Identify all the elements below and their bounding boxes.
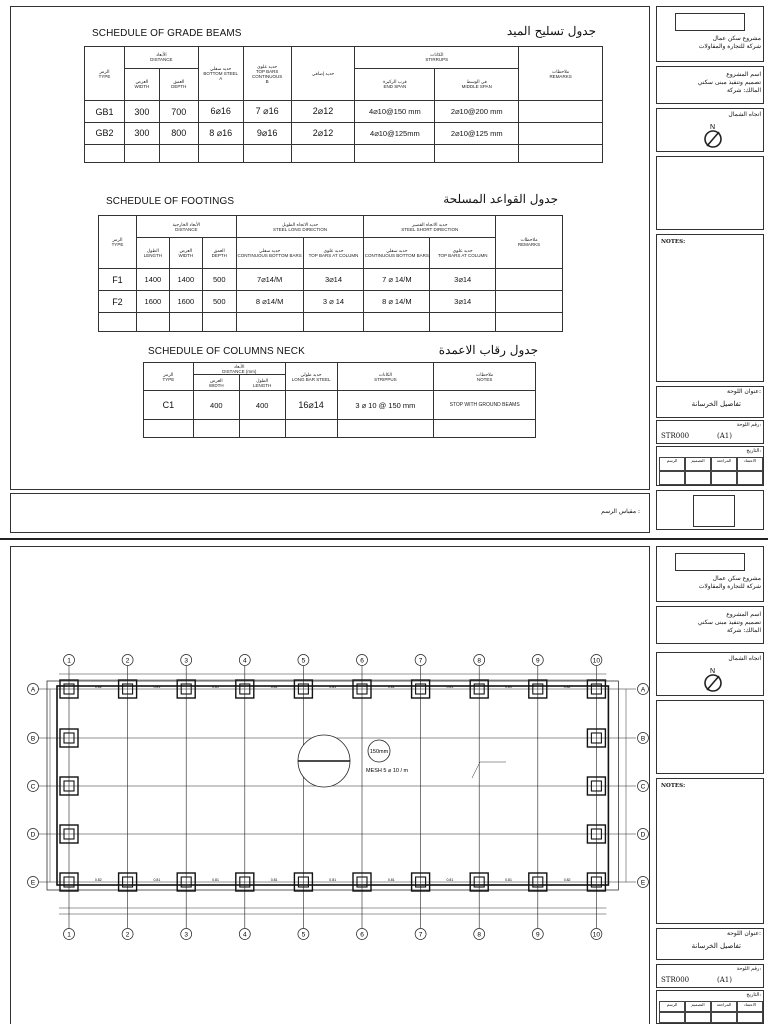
blank-block xyxy=(656,156,764,230)
grade-beams-arabic-title: جدول تسليح الميد xyxy=(506,24,596,38)
span-label: 0.81 xyxy=(270,685,278,689)
stamp-block xyxy=(656,490,764,530)
grid-label-left: D xyxy=(30,831,36,839)
grid-label-bottom: 4 xyxy=(242,931,247,939)
stirrups-header: الكانات STIRRUPS xyxy=(355,47,519,69)
grid-label-left: B xyxy=(30,735,36,743)
grid-label-right: B xyxy=(640,735,646,743)
logo-box xyxy=(675,553,745,571)
table-row: C1 400 400 16⌀14 3 ⌀ 10 @ 150 mm STOP WITH GROUND BEAMS xyxy=(144,391,536,419)
grid-label-top: 6 xyxy=(360,657,364,665)
grid-label-top: 4 xyxy=(242,657,247,665)
type-header: الرمز TYPE xyxy=(85,47,125,101)
grid-label-right: A xyxy=(640,686,646,694)
scale-frame xyxy=(10,493,650,533)
span-label: 0.82 xyxy=(94,685,102,689)
svg-text:N: N xyxy=(710,124,716,131)
drawing-title-block: عنوان اللوحة: تفاصيل الخرسانة xyxy=(656,386,764,418)
scale-label: مقياس الرسم : xyxy=(601,508,640,515)
grid-label-top: 3 xyxy=(184,657,189,665)
footings-title: SCHEDULE OF FOOTINGS xyxy=(106,196,235,207)
grid-label-left: E xyxy=(30,879,36,887)
span-label: 0.81 xyxy=(446,878,454,882)
grid-label-bottom: 7 xyxy=(418,931,423,939)
columns-neck-title: SCHEDULE OF COLUMNS NECK xyxy=(148,346,305,357)
drawing-title-block: عنوان اللوحة: تفاصيل الخرسانة xyxy=(656,928,764,960)
span-label: 0.81 xyxy=(270,878,278,882)
grade-beams-table xyxy=(84,46,603,163)
span-label: 0.81 xyxy=(446,685,454,689)
grid-label-top: 9 xyxy=(535,657,540,665)
leader-line xyxy=(472,762,480,778)
grid-label-left: A xyxy=(30,686,36,694)
grid-label-right: D xyxy=(640,831,646,839)
approval-block: التاريخ: الرسم التصميم المراجعة الاعتماد xyxy=(656,446,764,486)
foundation-plan xyxy=(10,546,650,1024)
drawing-number-block: رقم اللوحة: STR000 (A1) xyxy=(656,964,764,988)
span-label: 0.82 xyxy=(563,878,571,882)
logo-box xyxy=(675,13,745,31)
table-row: GB2 300 800 8 ⌀16 9⌀16 2⌀12 4⌀10@125mm 2⌀10@125 mm xyxy=(85,122,603,144)
grid-label-bottom: 9 xyxy=(535,931,540,939)
grid-label-right: C xyxy=(640,783,646,791)
grid-label-top: 8 xyxy=(477,657,482,665)
grid-label-top: 7 xyxy=(418,657,423,665)
grid-label-bottom: 5 xyxy=(301,931,306,939)
grid-label-bottom: 3 xyxy=(184,931,189,939)
remarks-header: ملاحظات REMARKS xyxy=(519,47,603,101)
project-block: مشروع سكن عمال شركة للتجارة والمقاولات xyxy=(656,546,764,602)
stamp-box xyxy=(693,495,735,527)
distance-header: الأبعاد DISTANCE xyxy=(124,47,198,69)
north-block: اتجاه الشمال N xyxy=(656,652,764,696)
grid-label-top: 5 xyxy=(301,657,306,665)
drawing-number-block: رقم اللوحة: STR000 (A1) xyxy=(656,420,764,444)
bottom-steel-header: حديد سفلي BOTTOM STEEL A xyxy=(198,47,243,101)
grid-label-bottom: 1 xyxy=(67,931,71,939)
span-label: 0.81 xyxy=(153,685,161,689)
span-label: 0.81 xyxy=(505,878,512,882)
approval-block: التاريخ: الرسم التصميم المراجعة الاعتماد xyxy=(656,990,764,1024)
north-arrow-icon xyxy=(701,121,725,151)
columns-neck-table: الرمز TYPE الأبعاد DISTANCE (mm) حديد طولي LONG BAR STEEL الكانات STRIPPUS ملاحظات NOTES العرض WIDTH الطول LENGTH C1 400 400 16⌀14 3 ⌀ 10 @ 150 mm STOP WITH GROUND BEAMS xyxy=(143,362,536,438)
span-label: 0.81 xyxy=(387,685,395,689)
client-block: اسم المشروع تصميم وتنفيذ مبنى سكني المالك: شركة xyxy=(656,606,764,644)
grid-label-top: 2 xyxy=(125,657,130,665)
span-label: 0.81 xyxy=(212,685,219,689)
top-bars-header: حديد علوي TOP BARS CONTINUOUS B xyxy=(243,47,291,101)
client-block: اسم المشروع تصميم وتنفيذ مبنى سكني المالك: شركة xyxy=(656,66,764,104)
grid-label-right: E xyxy=(640,879,646,887)
grid-label-top: 10 xyxy=(592,657,601,665)
columns-neck-arabic-title: جدول رقاب الاعمدة xyxy=(438,343,538,357)
blank-block xyxy=(656,700,764,774)
span-label: 0.81 xyxy=(329,685,337,689)
svg-text:N: N xyxy=(710,668,716,675)
grid-label-left: C xyxy=(30,783,36,791)
span-label: 0.81 xyxy=(153,878,161,882)
project-block: مشروع سكن عمال شركة للتجارة والمقاولات xyxy=(656,6,764,62)
grid-label-bottom: 6 xyxy=(360,931,364,939)
notes-block: NOTES: xyxy=(656,234,764,382)
end-span-header: قرب الركيزة END SPAN xyxy=(355,68,435,101)
span-label: 0.82 xyxy=(563,685,571,689)
span-label: 0.81 xyxy=(387,878,395,882)
depth-header: العمق DEPTH xyxy=(159,68,198,101)
grid-label-top: 1 xyxy=(67,657,71,665)
grid-label-bottom: 10 xyxy=(592,931,601,939)
middle-span-header: في الوسط MIDDLE SPAN xyxy=(435,68,519,101)
table-row: GB1 300 700 6⌀16 7 ⌀16 2⌀12 4⌀10@150 mm 2⌀10@200 mm xyxy=(85,101,603,123)
grid-label-bottom: 8 xyxy=(477,931,482,939)
north-block: اتجاه الشمال N xyxy=(656,108,764,152)
footings-arabic-title: جدول القواعد المسلحة xyxy=(443,192,558,206)
span-label: 0.81 xyxy=(505,685,512,689)
footings-table: الرمز TYPE الأبعاد الخارجية DISTANCE حديد الاتجاه الطويل STEEL LONG DIRECTION حديد الاتجاه القصير STEEL SHORT DIRECTION ملاحظات REMARKS الطول LENGTH العرض WIDTH العمق DEPTH حديد سفلي CONTINUOUS BOTTOM BARS حديد علوي TOP BARS AT COLUMN حديد سفلي CONTINUOUS BOTTOM BARS حديد علوي TOP BARS AT COLUMN F1 1400 1400 500 7⌀14/M 3⌀14 7 ⌀ 14/M 3⌀14 F2 1600 1600 500 8 ⌀14/M 3 ⌀ 14 8 ⌀ 14/M 3⌀14 xyxy=(98,215,563,332)
table-row: F2 1600 1600 500 8 ⌀14/M 3 ⌀ 14 8 ⌀ 14/M 3⌀14 xyxy=(99,291,563,313)
span-label: 0.81 xyxy=(212,878,219,882)
grid-label-bottom: 2 xyxy=(125,931,130,939)
mesh-label: MESH 5 ⌀ 10 / m xyxy=(366,768,409,774)
table-row: F1 1400 1400 500 7⌀14/M 3⌀14 7 ⌀ 14/M 3⌀14 xyxy=(99,269,563,291)
slab-thickness: 150mm xyxy=(369,749,389,755)
grade-beams-title: SCHEDULE OF GRADE BEAMS xyxy=(92,28,242,39)
span-label: 0.82 xyxy=(94,878,102,882)
notes-block: NOTES: xyxy=(656,778,764,924)
extra-steel-header: حديد إضافي xyxy=(291,47,355,101)
span-label: 0.81 xyxy=(329,878,337,882)
width-header: العرض WIDTH xyxy=(124,68,159,101)
sheet-foundation-plan xyxy=(0,538,768,1024)
north-arrow-icon xyxy=(701,665,725,695)
